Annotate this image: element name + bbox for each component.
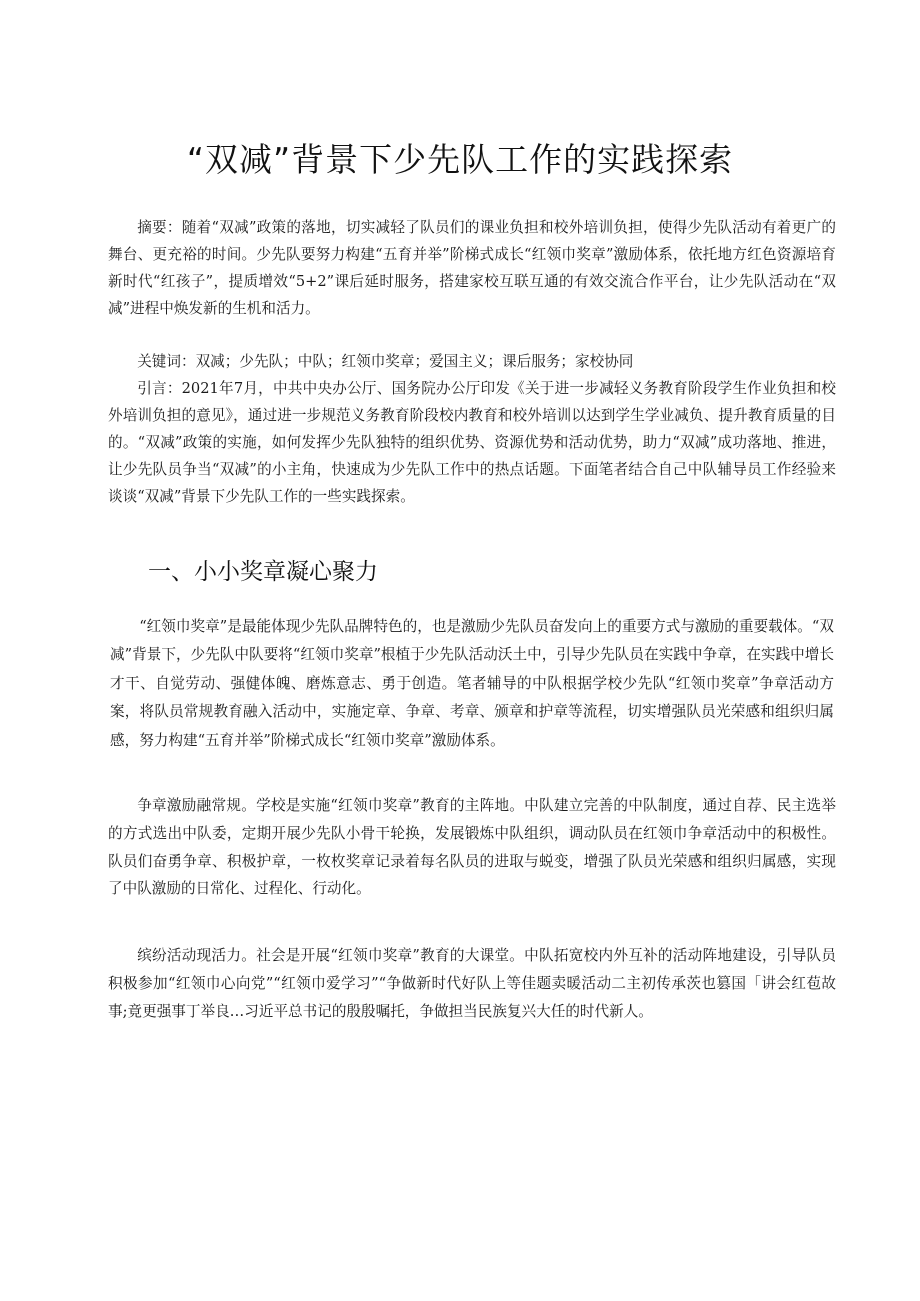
body-paragraph-1: “红领巾奖章”是最能体现少先队品牌特色的，也是激励少先队员奋发向上的重要方式与激励的重要载体。“双减”背景下，少先队中队要将“红领巾奖章”根植于少先队活动沃土中，引导少先队员在实践中争章，在实践中增长才干、自觉劳动、强健体魄、磨炼意志、勇于创造。笔者辅导的中队根据学校少先队“红领巾奖章”争章活动方案，将队员常规教育融入活动中，实施定章、争章、考章、颁章和护章等流程，切实增强队员光荣感和组织归属感，努力构建“五育并举”阶梯式成长“红领巾奖章”激励体系。 (110, 618, 834, 749)
intro-paragraph: 引言：2021年7月，中共中央办公厅、国务院办公厅印发《关于进一步减轻义务教育阶段学生作业负担和校外培训负担的意见》，通过进一步规范义务教育阶段校内教育和校外培训以达到学生学业减负、提升教育质量的目的。“双减”政策的实施，如何发挥少先队独特的组织优势、资源优势和活动优势，助力“双减”成功落地、推进，让少先队员争当“双减”的小主角，快速成为少先队工作中的热点话题。下面笔者结合自己中队辅导员工作经验来谈谈“双减”背景下少先队工作的一些实践探索。 (108, 380, 836, 505)
body-paragraph-3: 缤纷活动现活力。社会是开展“红领巾奖章”教育的大课堂。中队拓宽校内外互补的活动阵地建设，引导队员积极参加“红领巾心向党”“红领巾爱学习”“争做新时代好队上等佳题卖暖活动二主初传承茨也篡国「讲会红苞故事;竟更强事丁举良…习近平总书记的殷殷嘱托，争做担当民族复兴大任的时代新人。 (108, 947, 836, 1020)
section-heading: 一、小小奖章凝心聚力 (148, 559, 378, 585)
page-title: “双减”背景下少先队工作的实践探索 (186, 140, 734, 179)
body-paragraph-2: 争章激励融常规。学校是实施“红领巾奖章”教育的主阵地。中队建立完善的中队制度，通过自荐、民主选举的方式选出中队委，定期开展少先队小骨干轮换，发展锻炼中队组织，调动队员在红领巾争章活动中的积极性。队员们奋勇争章、积极护章，一枚枚奖章记录着每名队员的进取与蜕变，增强了队员光荣感和组织归属感，实现了中队激励的日常化、过程化、行动化。 (108, 797, 836, 898)
abstract-paragraph: 摘要：随着“双减”政策的落地，切实减轻了队员们的课业负担和校外培训负担，使得少先队活动有着更广的舞台、更充裕的时间。少先队要努力构建“五育并举”阶梯式成长“红领巾奖章”激励体系，依托地方红色资源培育新时代“红孩子”，提质增效“5+2”课后延时服务，搭建家校互联互通的有效交流合作平台，让少先队活动在“双减”进程中焕发新的生机和活力。 (108, 219, 836, 317)
keywords-paragraph: 关键词：双减；少先队；中队；红领巾奖章；爱国主义；课后服务；家校协同 (137, 353, 634, 370)
